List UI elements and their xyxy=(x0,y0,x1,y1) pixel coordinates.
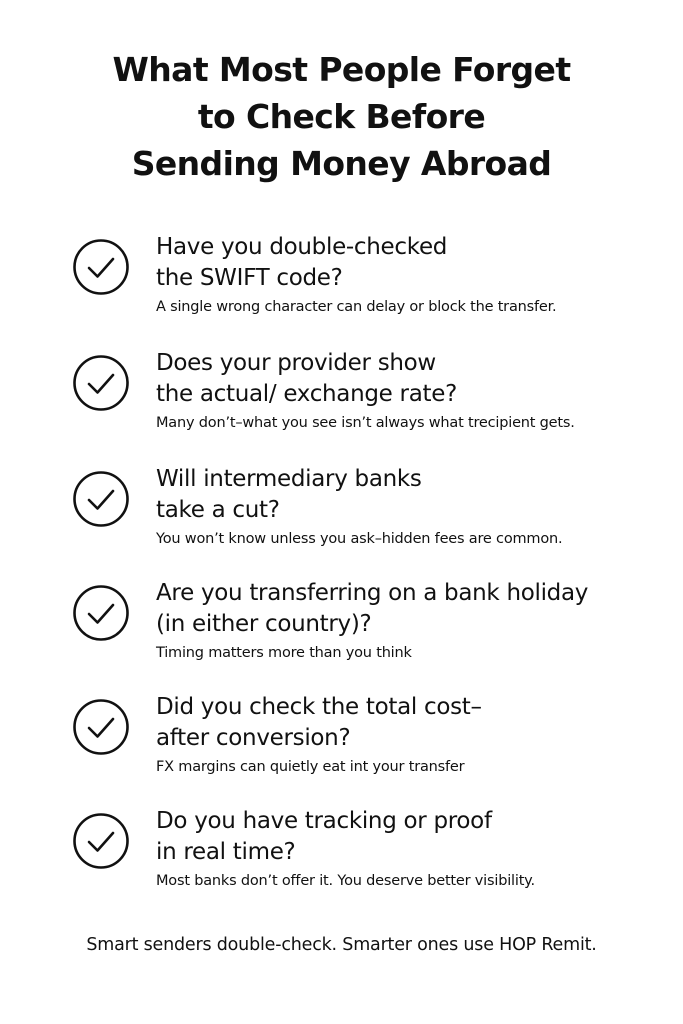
checklist-detail: You won’t know unless you ask–hidden fees are common. xyxy=(156,531,563,547)
checklist-question xyxy=(156,806,666,868)
checklist-item-total-cost xyxy=(0,692,683,802)
question-line-1: Will intermediary banks xyxy=(156,466,422,492)
question-line-1: Are you transferring on a bank holiday xyxy=(156,580,589,606)
question-line-2: the actual/ exchange rate? xyxy=(156,381,457,407)
question-line-1: Do you have tracking or proof xyxy=(156,808,492,834)
check-circle-icon xyxy=(72,812,130,870)
question-line-2: take a cut? xyxy=(156,497,280,523)
checklist-question xyxy=(156,692,666,754)
check-circle-icon xyxy=(72,698,130,756)
title-line-2: to Check Before xyxy=(197,97,486,136)
checklist-detail: Many don’t–what you see isn’t always what trecipient gets. xyxy=(156,415,575,431)
title-line-3: Sending Money Abroad xyxy=(131,144,552,183)
question-line-2: after conversion? xyxy=(156,725,351,751)
question-line-2: in real time? xyxy=(156,839,296,865)
checklist-question xyxy=(156,232,666,294)
checklist-detail: Timing matters more than you think xyxy=(156,645,412,661)
question-line-1: Does your provider show xyxy=(156,350,436,376)
question-line-2: (in either country)? xyxy=(156,611,372,637)
title-line-1: What Most People Forget xyxy=(112,50,571,89)
question-line-1: Did you check the total cost– xyxy=(156,694,482,720)
checklist-detail: FX margins can quietly eat int your transfer xyxy=(156,759,465,775)
check-circle-icon xyxy=(72,470,130,528)
question-line-2: the SWIFT code? xyxy=(156,265,343,291)
checklist-question xyxy=(156,348,666,410)
checklist-detail: A single wrong character can delay or block the transfer. xyxy=(156,299,557,315)
checklist-detail: Most banks don’t offer it. You deserve better visibility. xyxy=(156,873,535,889)
check-circle-icon xyxy=(72,354,130,412)
question-line-1: Have you double-checked xyxy=(156,234,448,260)
check-circle-icon xyxy=(72,584,130,642)
checklist-question xyxy=(156,464,666,526)
page-title xyxy=(0,46,683,187)
checklist-item-swift-code xyxy=(0,232,683,342)
checklist-item-intermediary-banks xyxy=(0,464,683,574)
checklist-item-bank-holiday xyxy=(0,578,683,688)
footer-tagline: Smart senders double-check. Smarter ones use HOP Remit. xyxy=(86,935,597,955)
checklist-question xyxy=(156,578,666,640)
checklist-item-exchange-rate xyxy=(0,348,683,458)
check-circle-icon xyxy=(72,238,130,296)
checklist-item-tracking xyxy=(0,806,683,916)
